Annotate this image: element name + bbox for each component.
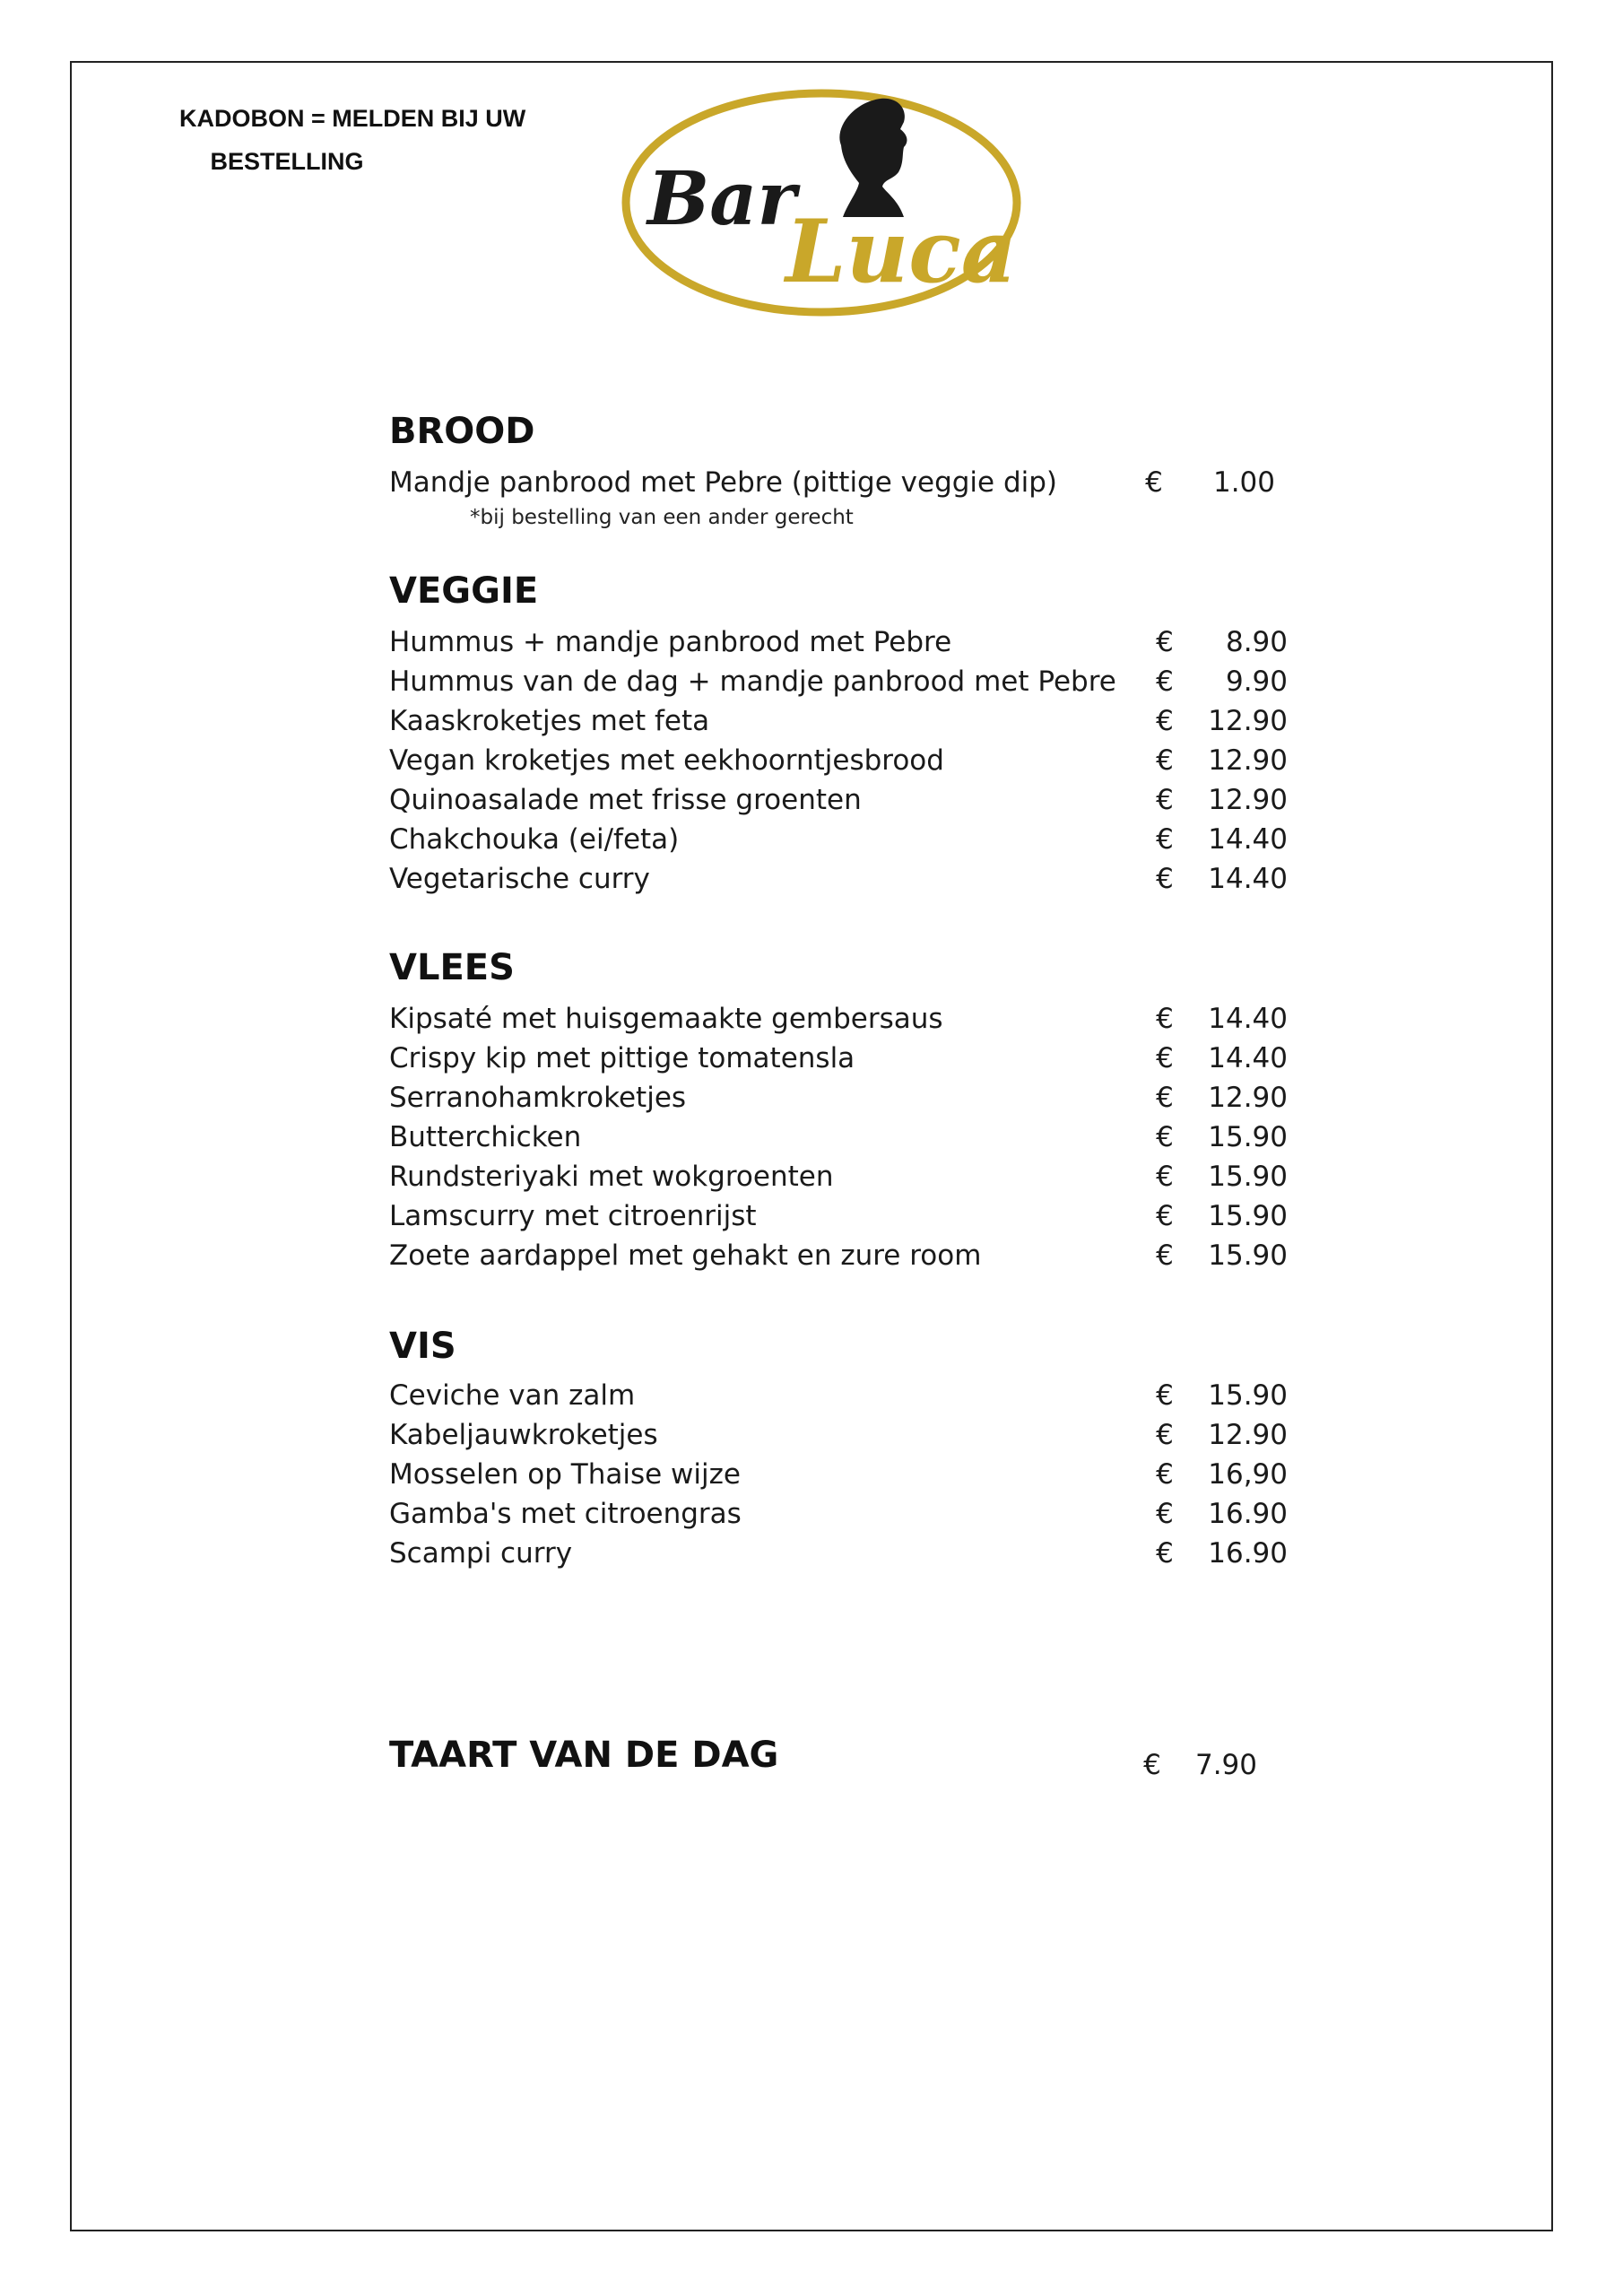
menu-item: Hummus van de dag + mandje panbrood met Pebre (389, 665, 1116, 698)
currency-symbol: € (1156, 1200, 1174, 1232)
bar-luca-logo (619, 83, 1026, 319)
currency-symbol: € (1156, 1379, 1174, 1412)
menu-item: Gamba's met citroengras (389, 1498, 742, 1530)
currency-symbol: € (1156, 1537, 1174, 1570)
item-price: 16.90 (1208, 1537, 1288, 1570)
item-price: 15.90 (1208, 1161, 1288, 1193)
section-title-taart: TAART VAN DE DAG (389, 1735, 779, 1776)
item-price: 12.90 (1208, 784, 1288, 816)
item-price: 15.90 (1208, 1121, 1288, 1153)
item-price: 12.90 (1208, 1082, 1288, 1114)
currency-symbol: € (1156, 1003, 1174, 1035)
item-price: 15.90 (1208, 1200, 1288, 1232)
menu-item: Kipsaté met huisgemaakte gembersaus (389, 1003, 943, 1035)
menu-item: Serranohamkroketjes (389, 1082, 687, 1114)
item-price: 12.90 (1208, 744, 1288, 777)
item-price: 16.90 (1208, 1498, 1288, 1530)
item-price: 12.90 (1208, 1419, 1288, 1451)
logo-text-bar: Bar (647, 156, 796, 242)
notice-line-2: BESTELLING (210, 148, 364, 175)
currency-symbol: € (1145, 466, 1163, 499)
logo-text-luca: Luca (785, 201, 1017, 302)
menu-item: Quinoasalade met frisse groenten (389, 784, 862, 816)
menu-item: Vegetarische curry (389, 863, 650, 895)
menu-item: Crispy kip met pittige tomatensla (389, 1042, 855, 1074)
currency-symbol: € (1156, 1498, 1174, 1530)
item-price: 15.90 (1208, 1379, 1288, 1412)
menu-item: Mosselen op Thaise wijze (389, 1458, 741, 1491)
menu-item: Rundsteriyaki met wokgroenten (389, 1161, 834, 1193)
menu-item: Butterchicken (389, 1121, 582, 1153)
item-price: 14.40 (1208, 823, 1288, 856)
currency-symbol: € (1156, 823, 1174, 856)
section-title-veggie: VEGGIE (389, 570, 539, 612)
silhouette-icon (839, 99, 907, 217)
currency-symbol: € (1156, 744, 1174, 777)
brood-footnote: *bij bestelling van een ander gerecht (470, 506, 854, 529)
item-price: 12.90 (1208, 705, 1288, 737)
menu-item: Kabeljauwkroketjes (389, 1419, 658, 1451)
menu-border (70, 61, 1553, 2231)
currency-symbol: € (1156, 1161, 1174, 1193)
notice-line-1: KADOBON = MELDEN BIJ UW (179, 105, 526, 132)
item-price: 9.90 (1225, 665, 1288, 698)
currency-symbol: € (1156, 705, 1174, 737)
currency-symbol: € (1156, 784, 1174, 816)
currency-symbol: € (1156, 1121, 1174, 1153)
item-price: 1.00 (1212, 466, 1275, 499)
section-title-vlees: VLEES (389, 947, 515, 988)
menu-item: Chakchouka (ei/feta) (389, 823, 680, 856)
currency-symbol: € (1156, 626, 1174, 658)
menu-item: Vegan kroketjes met eekhoorntjesbrood (389, 744, 944, 777)
menu-item: Scampi curry (389, 1537, 573, 1570)
currency-symbol: € (1156, 1419, 1174, 1451)
item-price: 16,90 (1208, 1458, 1288, 1491)
currency-symbol: € (1156, 1239, 1174, 1272)
item-price: 8.90 (1225, 626, 1288, 658)
item-price: 14.40 (1208, 1003, 1288, 1035)
gift-voucher-notice (179, 97, 526, 183)
currency-symbol: € (1143, 1749, 1161, 1781)
item-price: 14.40 (1208, 1042, 1288, 1074)
item-price: 15.90 (1208, 1239, 1288, 1272)
menu-item: Ceviche van zalm (389, 1379, 636, 1412)
item-price: 7.90 (1194, 1749, 1257, 1781)
currency-symbol: € (1156, 1458, 1174, 1491)
currency-symbol: € (1156, 1082, 1174, 1114)
menu-item: Kaaskroketjes met feta (389, 705, 710, 737)
section-title-vis: VIS (389, 1326, 456, 1367)
menu-item: Hummus + mandje panbrood met Pebre (389, 626, 952, 658)
currency-symbol: € (1156, 1042, 1174, 1074)
menu-item: Zoete aardappel met gehakt en zure room (389, 1239, 982, 1272)
currency-symbol: € (1156, 863, 1174, 895)
menu-item: Mandje panbrood met Pebre (pittige veggie dip) (389, 466, 1058, 499)
item-price: 14.40 (1208, 863, 1288, 895)
currency-symbol: € (1156, 665, 1174, 698)
section-title-brood: BROOD (389, 411, 535, 452)
menu-item: Lamscurry met citroenrijst (389, 1200, 757, 1232)
